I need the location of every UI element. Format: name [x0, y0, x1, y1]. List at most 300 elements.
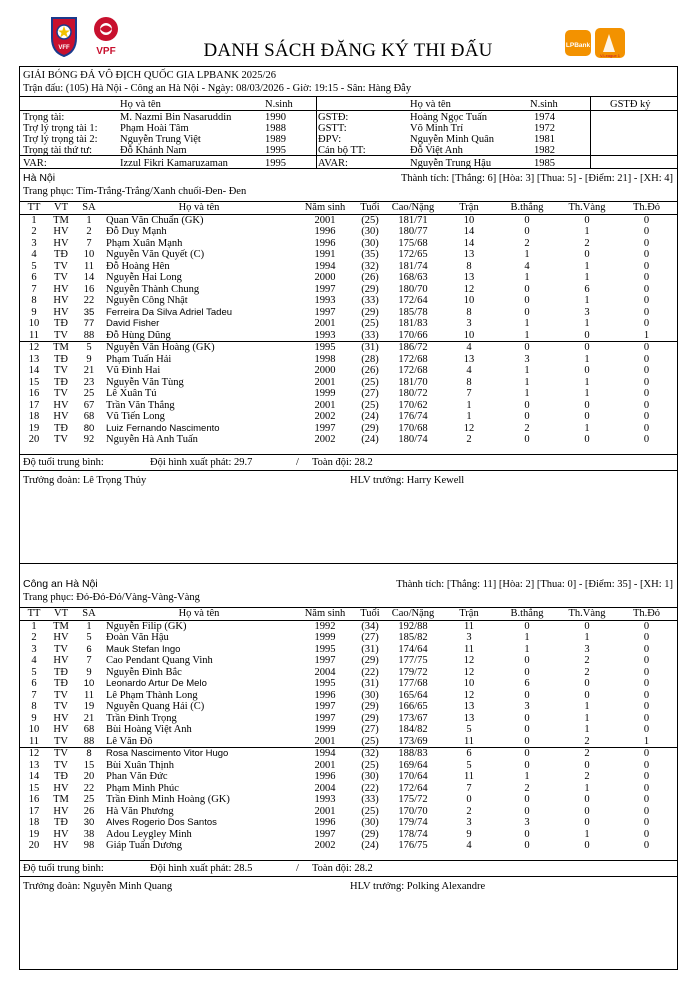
player-hw: 184/82 — [398, 724, 428, 735]
player-age: (25) — [361, 376, 379, 388]
player-sa: 68 — [83, 724, 95, 735]
player-hw: 177/68 — [398, 678, 428, 689]
player-hw: 181/74 — [398, 260, 428, 272]
player-year: 1997 — [314, 283, 336, 295]
player-row — [20, 354, 677, 366]
player-name: Nguyễn Văn Quyết (C) — [106, 249, 205, 260]
player-goals: 1 — [524, 376, 530, 388]
player-red: 0 — [643, 678, 650, 689]
player-name: Lê Phạm Thành Long — [106, 689, 198, 701]
player-hw: 172/64 — [398, 295, 428, 306]
player-year: 2001 — [314, 318, 336, 329]
player-apps: 3 — [466, 817, 472, 828]
col-header-vt: VT — [48, 202, 74, 215]
player-age: (25) — [361, 399, 379, 411]
player-red: 0 — [616, 748, 677, 760]
player-name: Giáp Tuấn Dương — [106, 840, 183, 851]
player-yellow: 1 — [584, 701, 590, 712]
player-red: 0 — [643, 237, 650, 249]
player-age: (25) — [361, 759, 379, 771]
col-header-age: Tuổi — [356, 202, 384, 215]
player-year: 2000 — [314, 272, 336, 283]
officials-name-header: Họ và tên — [120, 99, 161, 110]
player-sa: 2 — [86, 226, 92, 237]
player-sa: 21 — [83, 365, 95, 376]
player-yellow: 1 — [584, 260, 590, 272]
player-vt: HV — [53, 226, 69, 237]
player-age: (25) — [361, 805, 379, 817]
player-red: 0 — [616, 342, 677, 354]
player-sa: 22 — [83, 782, 95, 794]
player-age: (26) — [361, 272, 379, 283]
player-apps: 4 — [442, 342, 496, 354]
player-apps: 14 — [463, 237, 475, 249]
official-role2: AVAR: — [318, 158, 348, 169]
player-yellow: 3 — [584, 306, 590, 318]
player-sa: 38 — [83, 828, 95, 840]
player-row — [20, 226, 677, 238]
player-tt: 12 — [20, 342, 48, 354]
player-row — [20, 620, 677, 632]
player-sa: 98 — [83, 840, 95, 851]
player-tt: 3 — [31, 643, 37, 655]
player-vt: HV — [53, 283, 69, 295]
player-tt: 15 — [28, 782, 40, 794]
col-header-red: Th.Đỏ — [616, 202, 677, 215]
official-role: Trọng tài thứ tư: — [23, 145, 93, 156]
player-sa: 67 — [83, 399, 95, 411]
player-row — [20, 713, 677, 725]
player-name: Bùi Hoàng Việt Anh — [106, 724, 192, 735]
player-apps: 5 — [466, 724, 472, 735]
player-yellow: 1 — [584, 353, 590, 365]
player-vt: HV — [53, 828, 69, 840]
player-sa: 7 — [86, 655, 92, 666]
player-row — [20, 307, 677, 319]
player-tt: 19 — [28, 422, 40, 434]
player-hw: 188/83 — [384, 748, 442, 760]
player-age: (30) — [361, 237, 379, 249]
player-red: 0 — [643, 214, 650, 226]
player-goals: 0 — [524, 295, 530, 306]
player-vt: TĐ — [54, 422, 68, 434]
player-yellow: 2 — [584, 655, 590, 666]
player-goals: 1 — [524, 388, 530, 399]
vpf-logo-text: VPF — [96, 46, 116, 57]
player-name: Nguyễn Công Nhật — [106, 295, 188, 306]
official-name2: Võ Minh Trí — [410, 123, 464, 134]
player-sa: 10 — [83, 678, 95, 689]
player-row — [20, 423, 677, 435]
player-yellow: 0 — [584, 817, 590, 828]
player-yellow: 1 — [584, 422, 590, 434]
player-vt: TV — [54, 701, 68, 712]
player-age: (25) — [361, 214, 379, 226]
player-hw: 181/83 — [398, 318, 428, 329]
player-hw: 173/67 — [398, 712, 428, 724]
player-sa: 9 — [86, 353, 92, 365]
player-red: 0 — [643, 434, 650, 445]
player-vt: HV — [53, 399, 69, 411]
col-header-goals: B.thắng — [496, 202, 558, 215]
player-year: 1993 — [314, 794, 336, 805]
player-red: 0 — [643, 655, 650, 666]
player-age: (27) — [361, 724, 379, 735]
col-header-hw: Cao/Nặng — [384, 608, 442, 621]
player-yellow: 0 — [584, 329, 590, 341]
player-name: Adou Leygley Minh — [106, 828, 192, 840]
player-vt: TM — [53, 620, 69, 632]
player-yellow: 0 — [584, 249, 590, 260]
player-red: 0 — [643, 272, 650, 283]
player-sa: 21 — [83, 712, 95, 724]
player-red: 0 — [643, 399, 650, 411]
player-year: 2004 — [314, 666, 336, 678]
team-kit: Trang phục: Tím-Trắng-Trắng/Xanh chuối-Đen- Đen — [23, 186, 247, 197]
player-name: Cao Pendant Quang Vinh — [106, 655, 213, 666]
player-sa: 1 — [86, 214, 92, 226]
player-goals: 1 — [524, 249, 530, 260]
player-goals: 0 — [524, 840, 530, 851]
player-goals: 0 — [524, 666, 530, 678]
player-goals: 0 — [524, 712, 530, 724]
player-vt: TĐ — [54, 318, 68, 329]
official-dob: 1990 — [265, 112, 286, 123]
col-header-tt: TT — [20, 608, 48, 621]
player-apps: 0 — [466, 794, 472, 805]
player-age: (34) — [361, 620, 379, 632]
player-yellow: 0 — [584, 214, 590, 226]
player-tt: 16 — [28, 794, 40, 805]
player-red: 1 — [643, 329, 650, 341]
player-name: Đỗ Duy Mạnh — [106, 226, 167, 237]
player-age: (29) — [361, 828, 379, 840]
player-sa: 1 — [86, 620, 92, 632]
player-tt: 20 — [28, 840, 40, 851]
player-name: Phạm Minh Phúc — [106, 782, 179, 794]
player-goals: 0 — [496, 342, 558, 354]
player-yellow: 2 — [558, 748, 616, 760]
player-name: Quan Văn Chuẩn (GK) — [106, 214, 204, 226]
player-name: Nguyễn Hai Long — [106, 272, 182, 283]
player-hw: 181/70 — [398, 376, 428, 388]
team-section-home — [20, 171, 677, 563]
player-tt: 11 — [28, 329, 40, 341]
team-head: Trưởng đoàn: Nguyễn Minh Quang — [23, 881, 173, 892]
official-role2: ĐPV: — [318, 134, 342, 145]
official-role2: GSTĐ: — [318, 112, 349, 123]
player-year: 1997 — [314, 701, 336, 712]
player-sa: 19 — [83, 701, 95, 712]
team-record: Thành tích: [Thắng: 6] [Hòa: 3] [Thua: 5] - [Điểm: 21] - [XH: 4] — [400, 173, 673, 184]
player-tt: 5 — [31, 666, 37, 678]
official-dob: 1995 — [265, 158, 286, 169]
player-year: 1997 — [314, 306, 336, 318]
player-apps: 13 — [463, 353, 475, 365]
player-name: Alves Rogerio Dos Santos — [106, 817, 217, 828]
avg-age-slash: / — [296, 457, 299, 468]
player-year: 2001 — [314, 399, 336, 411]
player-vt: TV — [54, 643, 68, 655]
player-tt: 1 — [31, 214, 37, 226]
player-row — [20, 655, 677, 667]
player-row — [20, 678, 677, 690]
official-dob2: 1981 — [534, 134, 555, 145]
player-goals: 0 — [524, 828, 530, 840]
player-goals: 0 — [524, 411, 530, 422]
col-header-yellow: Th.Vàng — [558, 608, 616, 621]
team-coach: HLV trưởng: Polking Alexandre — [350, 881, 486, 892]
vff-logo-text: VFF — [58, 45, 70, 51]
player-yellow: 0 — [584, 434, 590, 445]
player-year: 1994 — [314, 260, 336, 272]
player-tt: 2 — [31, 226, 37, 237]
team-section-away — [20, 577, 677, 969]
player-age: (31) — [356, 342, 384, 354]
player-year: 2000 — [314, 365, 336, 376]
player-apps: 11 — [463, 735, 475, 747]
player-yellow: 2 — [584, 237, 590, 249]
player-row — [20, 365, 677, 377]
player-vt: HV — [53, 237, 69, 249]
player-row — [20, 214, 677, 226]
player-row — [20, 272, 677, 284]
player-hw: 174/64 — [398, 643, 428, 655]
player-red: 0 — [643, 226, 650, 237]
player-apps: 5 — [466, 759, 472, 771]
player-sa: 92 — [83, 434, 95, 445]
player-red: 0 — [643, 840, 650, 851]
player-vt: TV — [54, 735, 68, 747]
player-apps: 13 — [463, 712, 475, 724]
player-age: (30) — [361, 771, 379, 782]
player-tt: 3 — [31, 237, 37, 249]
player-yellow: 0 — [584, 620, 590, 632]
player-yellow: 0 — [584, 678, 590, 689]
player-red: 0 — [643, 295, 650, 306]
player-vt: TM — [48, 342, 74, 354]
player-vt: HV — [53, 805, 69, 817]
player-hw: 185/82 — [398, 632, 428, 643]
player-goals: 1 — [524, 329, 530, 341]
player-tt: 10 — [28, 318, 40, 329]
player-apps: 2 — [466, 434, 472, 445]
official-dob2: 1974 — [534, 112, 555, 123]
player-sa: 6 — [86, 643, 92, 655]
player-hw: 168/63 — [398, 272, 428, 283]
players-table — [20, 607, 677, 852]
col-header-tt: TT — [20, 202, 48, 215]
player-year: 1998 — [314, 353, 336, 365]
player-apps: 8 — [466, 260, 472, 272]
player-yellow: 6 — [584, 283, 590, 295]
player-name: Đỗ Hùng Dũng — [106, 329, 171, 341]
player-apps: 8 — [466, 306, 472, 318]
gstd-sign-header: GSTĐ ký — [610, 99, 651, 110]
player-year: 1994 — [294, 748, 356, 760]
player-apps: 12 — [463, 655, 475, 666]
player-age: (22) — [361, 666, 379, 678]
player-vt: HV — [53, 632, 69, 643]
player-name: Nguyễn Thành Chung — [106, 283, 200, 295]
player-tt: 15 — [28, 376, 40, 388]
official-role: Trọng tài: — [23, 112, 65, 123]
player-yellow: 0 — [584, 365, 590, 376]
player-age: (32) — [361, 260, 379, 272]
player-name: Bùi Xuân Thịnh — [106, 759, 175, 771]
col-header-sa: SA — [74, 608, 104, 621]
player-age: (29) — [361, 422, 379, 434]
player-red: 1 — [643, 735, 650, 747]
player-tt: 13 — [28, 353, 40, 365]
player-vt: TĐ — [54, 817, 68, 828]
player-age: (31) — [361, 678, 379, 689]
player-age: (29) — [361, 306, 379, 318]
player-row — [20, 690, 677, 702]
player-yellow: 1 — [584, 295, 590, 306]
player-sa: 15 — [83, 759, 95, 771]
player-age: (27) — [361, 388, 379, 399]
player-yellow: 0 — [584, 399, 590, 411]
player-yellow: 1 — [584, 632, 590, 643]
player-red: 0 — [643, 759, 650, 771]
player-hw: 179/72 — [398, 666, 428, 678]
player-hw: 192/88 — [398, 620, 428, 632]
player-sa: 25 — [83, 388, 95, 399]
player-apps: 3 — [466, 318, 472, 329]
player-goals: 3 — [524, 353, 530, 365]
player-age: (33) — [361, 794, 379, 805]
col-header-year: Năm sinh — [294, 202, 356, 215]
lpbank-logo-text: LPBank — [565, 42, 591, 49]
player-name: Mauk Stefan Ingo — [106, 643, 181, 655]
official-name2: Nguyễn Minh Quân — [410, 134, 494, 145]
player-age: (29) — [361, 283, 379, 295]
officials-dob2-header: N.sinh — [530, 99, 558, 110]
official-name2: Nguyễn Trung Hậu — [410, 158, 492, 169]
official-dob2: 1985 — [534, 158, 555, 169]
player-red: 0 — [643, 828, 650, 840]
player-age: (27) — [361, 632, 379, 643]
player-hw: 179/74 — [398, 817, 428, 828]
player-name: Nguyễn Văn Hoàng (GK) — [104, 342, 294, 354]
player-yellow: 1 — [584, 724, 590, 735]
player-tt: 6 — [31, 678, 37, 689]
player-year: 2002 — [314, 840, 336, 851]
player-tt: 14 — [28, 365, 40, 376]
player-row — [20, 284, 677, 296]
player-goals: 1 — [524, 318, 530, 329]
player-hw: 175/72 — [398, 794, 428, 805]
player-red: 0 — [643, 249, 650, 260]
player-hw: 172/65 — [398, 249, 428, 260]
player-goals: 1 — [524, 632, 530, 643]
player-goals: 0 — [524, 620, 530, 632]
player-sa: 26 — [83, 805, 95, 817]
avg-age-team: Toàn đội: 28.2 — [312, 457, 373, 468]
player-row — [20, 667, 677, 679]
player-sa: 20 — [83, 771, 95, 782]
player-hw: 185/78 — [398, 306, 428, 318]
player-apps: 3 — [466, 632, 472, 643]
player-tt: 14 — [28, 771, 40, 782]
player-tt: 13 — [28, 759, 40, 771]
player-sa: 88 — [83, 329, 95, 341]
player-row — [20, 295, 677, 307]
player-goals: 0 — [524, 805, 530, 817]
player-age: (31) — [361, 643, 379, 655]
player-sa: 8 — [74, 748, 104, 760]
player-vt: HV — [53, 724, 69, 735]
player-name: Đỗ Hoàng Hên — [106, 260, 170, 272]
player-goals: 4 — [524, 260, 530, 272]
player-yellow: 2 — [584, 771, 590, 782]
official-dob: 1989 — [265, 134, 286, 145]
official-name2: Đỗ Việt Anh — [410, 145, 463, 156]
player-vt: TĐ — [54, 353, 68, 365]
player-goals: 1 — [524, 365, 530, 376]
player-goals: 0 — [524, 724, 530, 735]
player-year: 1997 — [314, 712, 336, 724]
player-row — [20, 400, 677, 412]
registration-sheet — [19, 66, 678, 970]
player-red: 0 — [643, 643, 650, 655]
official-role: VAR: — [23, 158, 47, 169]
player-tt: 11 — [28, 735, 40, 747]
player-red: 0 — [643, 353, 650, 365]
player-yellow: 0 — [584, 840, 590, 851]
player-goals: 0 — [524, 655, 530, 666]
player-hw: 176/74 — [398, 411, 428, 422]
player-year: 1993 — [314, 295, 336, 306]
player-sa: 23 — [83, 376, 95, 388]
player-goals: 0 — [524, 794, 530, 805]
player-year: 1996 — [314, 817, 336, 828]
player-tt: 5 — [31, 260, 37, 272]
player-sa: 25 — [83, 794, 95, 805]
player-tt: 7 — [31, 689, 37, 701]
player-hw: 165/64 — [398, 689, 428, 701]
player-hw: 173/69 — [398, 735, 428, 747]
player-hw: 180/77 — [398, 226, 428, 237]
player-row — [20, 806, 677, 818]
player-sa: 16 — [83, 283, 95, 295]
player-vt: TM — [53, 214, 69, 226]
player-row — [20, 318, 677, 330]
player-row — [20, 840, 677, 852]
player-year: 1996 — [314, 689, 336, 701]
player-row — [20, 632, 677, 644]
player-yellow: 0 — [584, 794, 590, 805]
player-goals: 1 — [524, 771, 530, 782]
player-red: 0 — [643, 620, 650, 632]
player-name: Nguyễn Filip (GK) — [106, 620, 187, 632]
official-role2: GSTT: — [318, 123, 347, 134]
player-hw: 180/70 — [398, 283, 428, 295]
official-name: Phạm Hoài Tâm — [120, 123, 189, 134]
col-header-yellow: Th.Vàng — [558, 202, 616, 215]
player-tt: 7 — [31, 283, 37, 295]
player-hw: 175/68 — [398, 237, 428, 249]
player-goals: 2 — [524, 782, 530, 794]
player-row — [20, 238, 677, 250]
player-red: 0 — [643, 701, 650, 712]
player-tt: 9 — [31, 712, 37, 724]
player-red: 0 — [643, 712, 650, 724]
player-apps: 13 — [463, 249, 475, 260]
player-vt: TV — [54, 388, 68, 399]
player-tt: 2 — [31, 632, 37, 643]
